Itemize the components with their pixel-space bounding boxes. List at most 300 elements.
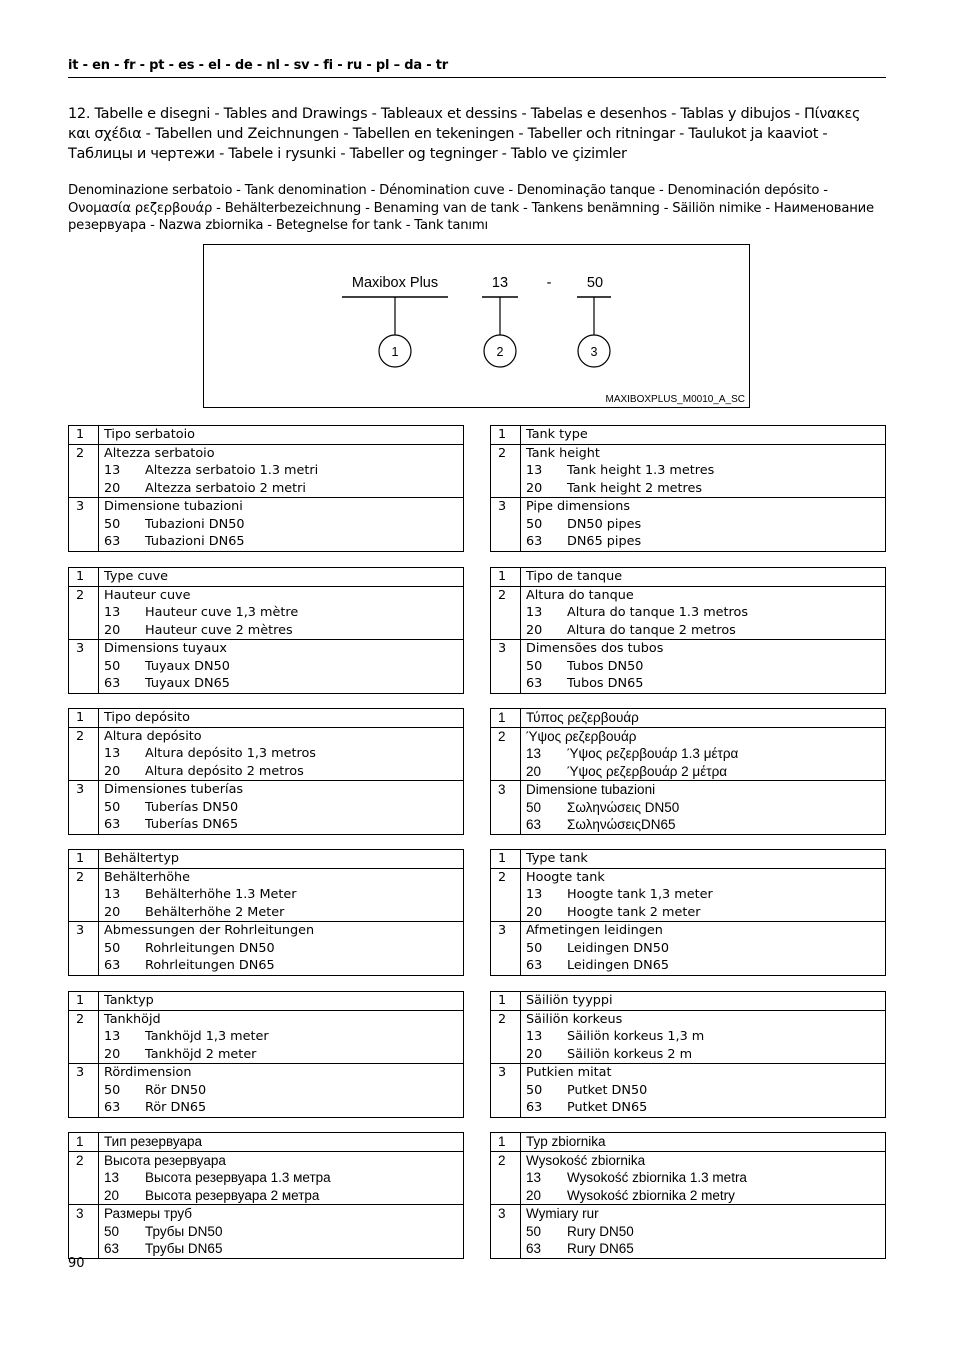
option-code: 63 bbox=[104, 817, 121, 832]
sub-option bbox=[104, 1223, 463, 1241]
table-row bbox=[69, 1064, 464, 1118]
row-number: 2 bbox=[491, 444, 521, 498]
diagram-svg bbox=[204, 245, 749, 407]
table-row bbox=[491, 868, 886, 922]
page-number: 90 bbox=[68, 1256, 85, 1271]
row-number: 2 bbox=[69, 1151, 99, 1205]
row-title: Высота резервуара bbox=[104, 1152, 226, 1168]
row-content bbox=[521, 1133, 886, 1152]
callout-label-1: 1 bbox=[391, 345, 399, 359]
option-description: Säiliön korkeus 1,3 m bbox=[567, 1029, 705, 1044]
row-number: 1 bbox=[69, 850, 99, 869]
option-code: 50 bbox=[104, 799, 121, 815]
row-title: Тип резервуара bbox=[104, 1134, 203, 1149]
row-content bbox=[521, 922, 886, 976]
option-description: Rohrleitungen DN65 bbox=[145, 958, 275, 973]
table-row bbox=[491, 850, 886, 869]
row-content bbox=[99, 1010, 464, 1064]
row-number: 2 bbox=[491, 1151, 521, 1205]
row-content bbox=[99, 1151, 464, 1205]
row-title: Dimensiones tuberías bbox=[104, 782, 244, 797]
code-table-de bbox=[68, 849, 464, 976]
sub-option bbox=[526, 816, 885, 834]
row-content bbox=[521, 444, 886, 498]
row-number: 2 bbox=[69, 1010, 99, 1064]
row-content bbox=[99, 850, 464, 869]
row-content bbox=[99, 709, 464, 728]
row-content bbox=[99, 586, 464, 640]
sub-option bbox=[104, 480, 463, 498]
option-description: Altezza serbatoio 2 metri bbox=[145, 480, 306, 496]
row-title: Type tank bbox=[526, 851, 588, 866]
sub-option bbox=[104, 1046, 463, 1064]
option-description: Tubazioni DN50 bbox=[145, 516, 245, 532]
table-row bbox=[491, 1205, 886, 1259]
option-code: 63 bbox=[526, 817, 542, 832]
row-title: Pipe dimensions bbox=[526, 499, 631, 514]
tank-code-diagram bbox=[203, 244, 750, 408]
language-list: it - en - fr - pt - es - el - de - nl - sv - fi - ru - pl – da - tr bbox=[68, 58, 448, 73]
option-description: Altura depósito 2 metros bbox=[145, 763, 304, 779]
callout-label-3: 3 bbox=[590, 345, 598, 359]
row-title: Tipo de tanque bbox=[526, 569, 623, 584]
option-description: Rury DN65 bbox=[567, 1241, 634, 1256]
table-row bbox=[69, 781, 464, 835]
table-row bbox=[69, 640, 464, 694]
table-row bbox=[69, 498, 464, 552]
option-code: 50 bbox=[104, 1223, 120, 1239]
option-code: 63 bbox=[526, 1100, 543, 1115]
sub-option bbox=[526, 675, 885, 693]
row-content bbox=[521, 992, 886, 1011]
option-description: Tankhöjd 1,3 meter bbox=[145, 1029, 269, 1044]
option-code: 50 bbox=[526, 658, 543, 674]
diagram-height-code: 13 bbox=[491, 275, 509, 291]
sub-option bbox=[526, 886, 885, 904]
option-code: 50 bbox=[526, 1082, 543, 1098]
section-heading: 12. Tabelle e disegni - Tables and Drawings - Tableaux et dessins - Tabelas e desenhos - Tablas y dibujos - Πίνακες και σχέδια - Tabellen und Zeichnungen - Tabellen en tekeningen - Tabeller och ritningar - Taulukot ja kaaviot - Таблицы и чертежи - Tabele i rysunki - Tabeller og tegninger - Tablo ve çizimler bbox=[68, 106, 861, 162]
row-content bbox=[99, 727, 464, 781]
option-code: 20 bbox=[526, 763, 542, 779]
diagram-pipe-code: 50 bbox=[586, 275, 604, 291]
option-description: Высота резервуара 1.3 метра bbox=[145, 1170, 331, 1185]
row-title: Ύψος ρεζερβουάρ bbox=[526, 728, 637, 744]
option-code: 63 bbox=[526, 1241, 542, 1256]
option-description: Rör DN65 bbox=[145, 1100, 207, 1115]
option-code: 63 bbox=[104, 1100, 121, 1115]
sub-option bbox=[104, 622, 463, 640]
option-description: Tuberías DN50 bbox=[145, 799, 239, 815]
sub-option bbox=[104, 763, 463, 781]
table-row bbox=[491, 922, 886, 976]
option-description: DN50 pipes bbox=[567, 516, 642, 532]
sub-option bbox=[104, 1082, 463, 1100]
row-title: Altura depósito bbox=[104, 728, 202, 744]
option-description: Behälterhöhe 2 Meter bbox=[145, 904, 285, 920]
row-title: Tipo serbatoio bbox=[104, 427, 195, 442]
row-number: 3 bbox=[491, 1205, 521, 1259]
option-code: 50 bbox=[104, 516, 121, 532]
option-description: ΣωληνώσειςDN65 bbox=[567, 817, 676, 832]
row-title: Tankhöjd bbox=[104, 1011, 161, 1027]
table-row bbox=[491, 992, 886, 1011]
sub-option bbox=[104, 799, 463, 817]
sub-option bbox=[526, 1099, 885, 1117]
sub-option bbox=[526, 1169, 885, 1187]
row-content bbox=[521, 1064, 886, 1118]
option-code: 50 bbox=[526, 940, 543, 956]
option-code: 13 bbox=[104, 887, 121, 902]
row-content bbox=[521, 586, 886, 640]
option-code: 20 bbox=[526, 622, 543, 638]
option-description: Tubos DN50 bbox=[567, 658, 644, 674]
sub-option bbox=[526, 1082, 885, 1100]
row-title: Tanktyp bbox=[104, 993, 154, 1008]
option-description: Wysokość zbiornika 2 metry bbox=[567, 1187, 735, 1203]
code-table-fi bbox=[490, 991, 886, 1118]
table-row bbox=[69, 568, 464, 587]
row-number: 3 bbox=[69, 1064, 99, 1118]
sub-option bbox=[526, 745, 885, 763]
option-code: 13 bbox=[526, 887, 543, 902]
option-code: 50 bbox=[526, 1223, 542, 1239]
option-description: Трубы DN65 bbox=[145, 1241, 223, 1256]
sub-option bbox=[526, 604, 885, 622]
option-code: 63 bbox=[104, 958, 121, 973]
diagram-product-label: Maxibox Plus bbox=[351, 275, 439, 291]
row-title: Dimensione tubazioni bbox=[526, 782, 656, 797]
callout-label-2: 2 bbox=[496, 345, 504, 359]
code-table-en bbox=[490, 425, 886, 552]
row-number: 3 bbox=[69, 1205, 99, 1259]
option-description: Ύψος ρεζερβουάρ 2 μέτρα bbox=[567, 763, 728, 779]
row-number: 2 bbox=[491, 868, 521, 922]
option-description: Hoogte tank 1,3 meter bbox=[567, 887, 713, 902]
row-number: 3 bbox=[491, 498, 521, 552]
row-content bbox=[521, 640, 886, 694]
option-code: 13 bbox=[526, 1170, 542, 1185]
option-code: 13 bbox=[526, 463, 543, 478]
table-row bbox=[69, 426, 464, 445]
option-code: 50 bbox=[104, 658, 121, 674]
sub-option bbox=[526, 904, 885, 922]
option-description: Hauteur cuve 1,3 mètre bbox=[145, 605, 299, 620]
code-table-sv bbox=[68, 991, 464, 1118]
sub-option bbox=[526, 1223, 885, 1241]
option-description: Altura do tanque 1.3 metros bbox=[567, 605, 749, 620]
option-description: Tuyaux DN50 bbox=[145, 658, 230, 674]
row-number: 1 bbox=[491, 850, 521, 869]
row-number: 3 bbox=[491, 922, 521, 976]
row-title: Säiliön tyyppi bbox=[526, 993, 613, 1008]
option-description: Высота резервуара 2 метра bbox=[145, 1187, 320, 1203]
sub-option bbox=[526, 763, 885, 781]
sub-option bbox=[526, 658, 885, 676]
option-description: Behälterhöhe 1.3 Meter bbox=[145, 887, 297, 902]
row-number: 3 bbox=[69, 640, 99, 694]
option-description: Leidingen DN50 bbox=[567, 940, 670, 956]
table-row bbox=[491, 1010, 886, 1064]
table-row bbox=[491, 498, 886, 552]
row-content bbox=[99, 444, 464, 498]
row-title: Behältertyp bbox=[104, 851, 180, 866]
row-number: 1 bbox=[69, 709, 99, 728]
row-content bbox=[521, 850, 886, 869]
row-title: Hoogte tank bbox=[526, 869, 605, 885]
table-row bbox=[491, 568, 886, 587]
sub-option bbox=[526, 1187, 885, 1205]
row-number: 1 bbox=[69, 568, 99, 587]
option-code: 50 bbox=[526, 799, 542, 815]
drawing-code: MAXIBOXPLUS_M0010_A_SC bbox=[605, 394, 745, 405]
table-row bbox=[69, 444, 464, 498]
row-title: Putkien mitat bbox=[526, 1065, 612, 1080]
sub-option bbox=[526, 1046, 885, 1064]
row-title: Tipo depósito bbox=[104, 710, 191, 725]
sub-option bbox=[104, 658, 463, 676]
row-content bbox=[521, 1151, 886, 1205]
row-content bbox=[99, 1064, 464, 1118]
row-title: Dimensione tubazioni bbox=[104, 499, 243, 514]
row-content bbox=[521, 568, 886, 587]
option-description: Altezza serbatoio 1.3 metri bbox=[145, 463, 319, 478]
code-table-pt bbox=[490, 567, 886, 694]
table-row bbox=[69, 1205, 464, 1259]
option-code: 13 bbox=[104, 463, 121, 478]
option-code: 20 bbox=[104, 763, 121, 779]
row-number: 1 bbox=[491, 426, 521, 445]
option-description: Tubos DN65 bbox=[567, 676, 644, 691]
option-code: 13 bbox=[526, 746, 542, 761]
option-code: 50 bbox=[104, 940, 121, 956]
option-description: Hauteur cuve 2 mètres bbox=[145, 622, 293, 638]
option-description: Wysokość zbiornika 1.3 metra bbox=[567, 1170, 747, 1185]
option-description: Altura depósito 1,3 metros bbox=[145, 746, 316, 761]
option-code: 63 bbox=[526, 958, 543, 973]
sub-option bbox=[526, 533, 885, 551]
option-code: 13 bbox=[526, 1029, 543, 1044]
row-number: 2 bbox=[491, 1010, 521, 1064]
option-code: 50 bbox=[526, 516, 543, 532]
table-row bbox=[491, 426, 886, 445]
option-code: 63 bbox=[104, 676, 121, 691]
option-code: 63 bbox=[526, 676, 543, 691]
option-code: 63 bbox=[104, 534, 121, 549]
row-content bbox=[521, 498, 886, 552]
row-number: 1 bbox=[69, 426, 99, 445]
option-code: 20 bbox=[104, 1046, 121, 1062]
option-description: Hoogte tank 2 meter bbox=[567, 904, 701, 920]
table-row bbox=[491, 1133, 886, 1152]
row-number: 1 bbox=[69, 1133, 99, 1152]
sub-option bbox=[526, 940, 885, 958]
table-row bbox=[69, 868, 464, 922]
table-row bbox=[69, 1133, 464, 1152]
option-description: Трубы DN50 bbox=[145, 1223, 223, 1239]
table-row bbox=[69, 922, 464, 976]
row-number: 3 bbox=[491, 1064, 521, 1118]
row-content bbox=[521, 868, 886, 922]
code-table-el bbox=[490, 708, 886, 835]
row-number: 2 bbox=[69, 868, 99, 922]
code-table-es bbox=[68, 708, 464, 835]
row-number: 1 bbox=[491, 709, 521, 728]
row-content bbox=[99, 1133, 464, 1152]
option-code: 20 bbox=[104, 480, 121, 496]
option-description: Rör DN50 bbox=[145, 1082, 207, 1098]
option-code: 20 bbox=[526, 904, 543, 920]
table-row bbox=[491, 586, 886, 640]
header-rule bbox=[68, 77, 886, 78]
section-subheading: Denominazione serbatoio - Tank denomination - Dénomination cuve - Denominação tanque - Denominación depósito - Ονομασία ρεζερβουάρ - Behälterbezeichnung - Benaming van de tank - Tankens benämning - Säiliön nimike - Наименование резервуара - Nazwa zbiornika - Betegnelse for tank - Tank tanımı bbox=[68, 183, 874, 233]
row-number: 3 bbox=[69, 781, 99, 835]
row-content bbox=[99, 426, 464, 445]
option-description: Putket DN65 bbox=[567, 1100, 648, 1115]
row-content bbox=[99, 992, 464, 1011]
row-content bbox=[521, 426, 886, 445]
row-title: Typ zbiornika bbox=[526, 1134, 606, 1149]
option-description: Säiliön korkeus 2 m bbox=[567, 1046, 693, 1062]
option-description: Rohrleitungen DN50 bbox=[145, 940, 275, 956]
row-number: 2 bbox=[491, 727, 521, 781]
row-content bbox=[99, 640, 464, 694]
option-description: DN65 pipes bbox=[567, 534, 642, 549]
row-title: Afmetingen leidingen bbox=[526, 923, 663, 938]
option-code: 63 bbox=[526, 534, 543, 549]
code-table-fr bbox=[68, 567, 464, 694]
option-description: Tank height 2 metres bbox=[567, 480, 703, 496]
option-code: 20 bbox=[526, 480, 543, 496]
table-row bbox=[491, 781, 886, 835]
row-title: Säiliön korkeus bbox=[526, 1011, 623, 1027]
code-table-ru bbox=[68, 1132, 464, 1259]
sub-option bbox=[104, 1099, 463, 1117]
table-row bbox=[491, 640, 886, 694]
table-row bbox=[491, 709, 886, 728]
row-content bbox=[99, 498, 464, 552]
row-content bbox=[521, 1205, 886, 1259]
sub-option bbox=[526, 622, 885, 640]
option-description: Putket DN50 bbox=[567, 1082, 648, 1098]
option-code: 13 bbox=[104, 605, 121, 620]
row-content bbox=[521, 1010, 886, 1064]
row-content bbox=[521, 781, 886, 835]
row-title: Behälterhöhe bbox=[104, 869, 191, 885]
row-number: 1 bbox=[491, 568, 521, 587]
row-number: 2 bbox=[69, 586, 99, 640]
option-code: 13 bbox=[104, 1170, 120, 1185]
diagram-separator: - bbox=[546, 275, 552, 291]
table-row bbox=[69, 727, 464, 781]
option-code: 13 bbox=[526, 605, 543, 620]
sub-option bbox=[526, 480, 885, 498]
row-title: Размеры труб bbox=[104, 1206, 193, 1221]
table-row bbox=[69, 709, 464, 728]
sub-option bbox=[526, 1240, 885, 1258]
row-number: 2 bbox=[69, 727, 99, 781]
sub-option bbox=[104, 533, 463, 551]
option-code: 50 bbox=[104, 1082, 121, 1098]
option-description: Ύψος ρεζερβουάρ 1.3 μέτρα bbox=[567, 746, 739, 761]
option-description: Rury DN50 bbox=[567, 1223, 634, 1239]
sub-option bbox=[104, 516, 463, 534]
table-row bbox=[69, 1010, 464, 1064]
sub-option bbox=[104, 904, 463, 922]
row-content bbox=[99, 1205, 464, 1259]
option-description: Σωληνώσεις DN50 bbox=[567, 799, 680, 815]
sub-option bbox=[104, 816, 463, 834]
row-content bbox=[99, 922, 464, 976]
row-title: Wysokość zbiornika bbox=[526, 1152, 646, 1168]
row-number: 1 bbox=[491, 1133, 521, 1152]
option-description: Tubazioni DN65 bbox=[145, 534, 245, 549]
option-description: Tank height 1.3 metres bbox=[567, 463, 715, 478]
option-description: Leidingen DN65 bbox=[567, 958, 670, 973]
option-code: 20 bbox=[104, 904, 121, 920]
sub-option bbox=[526, 462, 885, 480]
option-description: Altura do tanque 2 metros bbox=[567, 622, 736, 638]
sub-option bbox=[104, 1169, 463, 1187]
sub-option bbox=[104, 940, 463, 958]
row-title: Rördimension bbox=[104, 1065, 192, 1080]
sub-option bbox=[104, 604, 463, 622]
row-content bbox=[99, 568, 464, 587]
table-row bbox=[69, 992, 464, 1011]
row-content bbox=[521, 709, 886, 728]
row-title: Tank type bbox=[526, 427, 588, 442]
row-title: Altezza serbatoio bbox=[104, 445, 215, 461]
row-title: Dimensions tuyaux bbox=[104, 641, 227, 656]
row-title: Abmessungen der Rohrleitungen bbox=[104, 923, 315, 938]
option-code: 13 bbox=[104, 1029, 121, 1044]
sub-option bbox=[104, 886, 463, 904]
sub-option bbox=[104, 462, 463, 480]
row-number: 3 bbox=[69, 922, 99, 976]
sub-option bbox=[104, 1240, 463, 1258]
sub-option bbox=[526, 799, 885, 817]
option-code: 63 bbox=[104, 1241, 120, 1256]
sub-option bbox=[104, 745, 463, 763]
sub-option bbox=[526, 1028, 885, 1046]
table-row bbox=[491, 1151, 886, 1205]
row-title: Hauteur cuve bbox=[104, 587, 191, 603]
row-number: 1 bbox=[69, 992, 99, 1011]
option-code: 20 bbox=[104, 622, 121, 638]
code-table-it bbox=[68, 425, 464, 552]
row-title: Altura do tanque bbox=[526, 587, 634, 603]
option-code: 20 bbox=[526, 1046, 543, 1062]
code-table-pl bbox=[490, 1132, 886, 1259]
row-title: Dimensões dos tubos bbox=[526, 641, 664, 656]
sub-option bbox=[104, 1028, 463, 1046]
table-row bbox=[491, 1064, 886, 1118]
row-title: Type cuve bbox=[104, 569, 169, 584]
option-code: 13 bbox=[104, 746, 121, 761]
table-row bbox=[69, 850, 464, 869]
option-description: Tuberías DN65 bbox=[145, 817, 239, 832]
row-number: 2 bbox=[69, 444, 99, 498]
table-row bbox=[491, 444, 886, 498]
row-content bbox=[521, 727, 886, 781]
code-table-nl bbox=[490, 849, 886, 976]
table-row bbox=[69, 586, 464, 640]
option-code: 20 bbox=[104, 1187, 120, 1203]
sub-option bbox=[104, 1187, 463, 1205]
sub-option bbox=[104, 957, 463, 975]
row-number: 3 bbox=[491, 640, 521, 694]
option-code: 20 bbox=[526, 1187, 542, 1203]
row-content bbox=[99, 868, 464, 922]
